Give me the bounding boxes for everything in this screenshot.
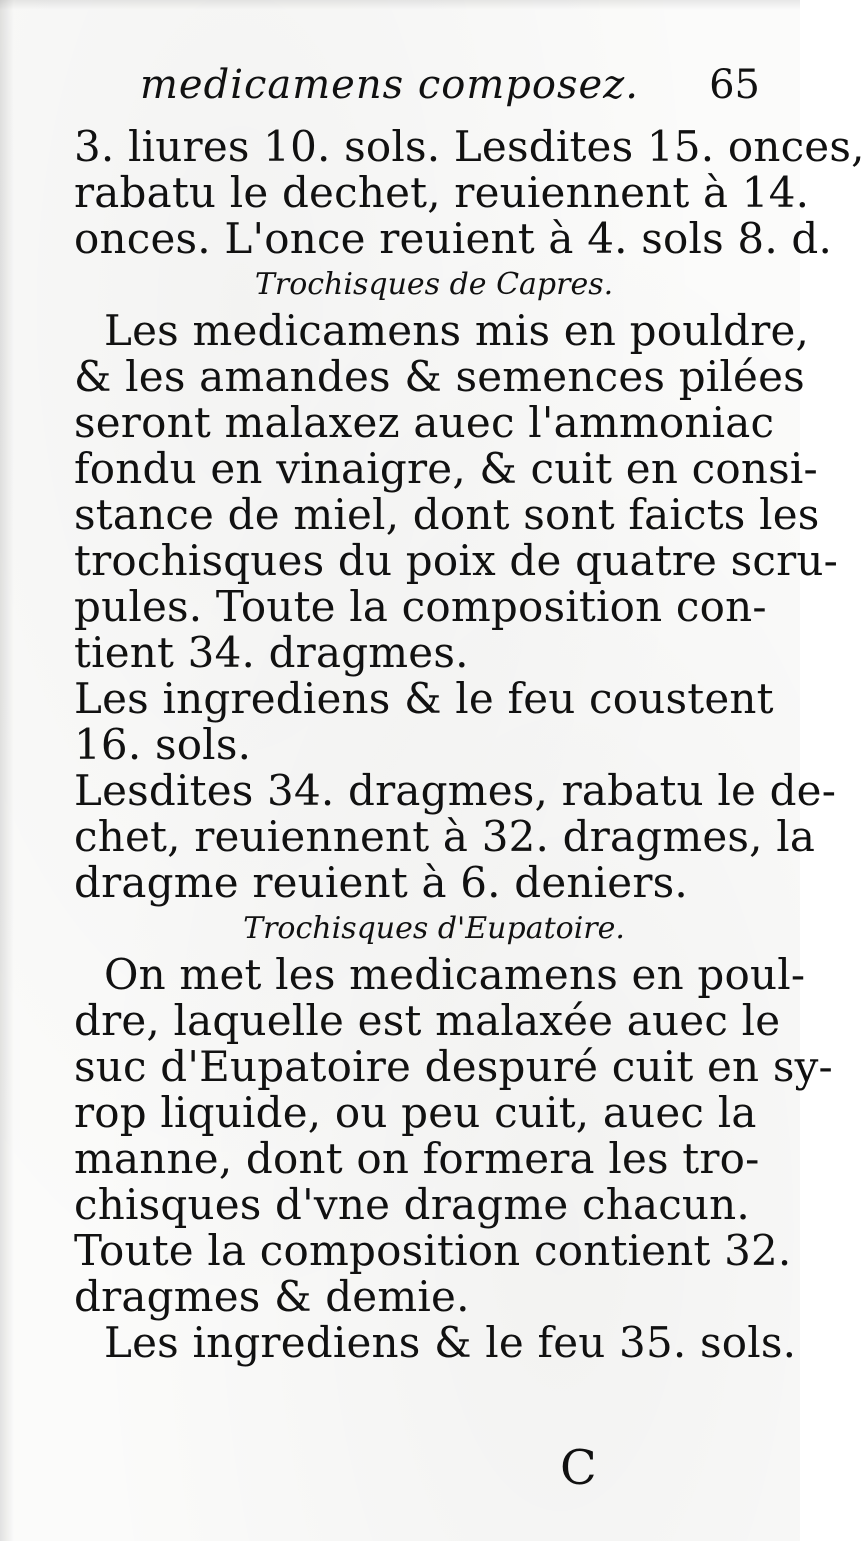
paragraph-first-line: Les medicamens mis en pouldre, bbox=[104, 306, 810, 355]
text-line: Les ingrediens & le feu coustent bbox=[74, 674, 774, 723]
text-line: stance de miel, dont sont faicts les bbox=[74, 490, 820, 539]
text-line: manne, dont on formera les tro- bbox=[74, 1134, 760, 1183]
body-text bbox=[74, 122, 865, 1367]
text-line: onces. L'once reuient à 4. sols 8. d. bbox=[74, 214, 833, 263]
page-edge-shadow-top bbox=[0, 0, 800, 10]
text-line: 3. liures 10. sols. Lesdites 15. onces, bbox=[74, 122, 865, 171]
text-line: trochisques du poix de quatre scru- bbox=[74, 536, 839, 585]
text-line: Toute la composition contient 32. bbox=[74, 1226, 792, 1275]
running-title: medicamens composez. bbox=[140, 62, 639, 108]
paragraph-first-line: On met les medicamens en poul- bbox=[104, 950, 806, 999]
text-line: suc d'Eupatoire despuré cuit en sy- bbox=[74, 1042, 833, 1091]
text-line: rop liquide, ou peu cuit, auec la bbox=[74, 1088, 757, 1137]
text-line: rabatu le dechet, reuiennent à 14. bbox=[74, 168, 810, 217]
text-line: chet, reuiennent à 32. dragmes, la bbox=[74, 812, 816, 861]
paragraph-first-line: Les ingrediens & le feu 35. sols. bbox=[104, 1318, 797, 1367]
text-line: 16. sols. bbox=[74, 720, 252, 769]
text-line: tient 34. dragmes. bbox=[74, 628, 469, 677]
text-line: Lesdites 34. dragmes, rabatu le de- bbox=[74, 766, 837, 815]
page-number: 65 bbox=[709, 62, 760, 108]
text-line: pules. Toute la composition con- bbox=[74, 582, 767, 631]
text-line: chisques d'vne dragme chacun. bbox=[74, 1180, 750, 1229]
page-header bbox=[140, 62, 760, 118]
text-line: fondu en vinaigre, & cuit en consi- bbox=[74, 444, 818, 493]
text-line: seront malaxez auec l'ammoniac bbox=[74, 398, 775, 447]
text-line: & les amandes & semences pilées bbox=[74, 352, 805, 401]
section-heading: Trochisques d'Eupatoire. bbox=[243, 911, 625, 946]
text-line: dre, laquelle est malaxée auec le bbox=[74, 996, 781, 1045]
section-heading: Trochisques de Capres. bbox=[254, 267, 614, 302]
text-line: dragme reuient à 6. deniers. bbox=[74, 858, 688, 907]
page-edge-shadow-left bbox=[0, 0, 14, 1541]
text-line: dragmes & demie. bbox=[74, 1272, 470, 1321]
signature-mark: C bbox=[560, 1440, 597, 1496]
